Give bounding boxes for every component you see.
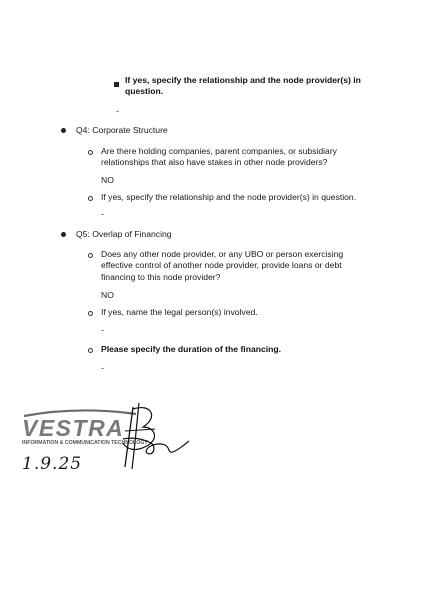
- handwritten-signature: [95, 395, 190, 475]
- q5-bullet-icon: [61, 232, 66, 237]
- handwritten-date: 1.9.25: [22, 454, 83, 474]
- q4-followup-bullet-icon: [88, 196, 93, 201]
- q4-followup: If yes, specify the relationship and the node provider(s) in question.: [101, 192, 357, 202]
- q4-title: Q4: Corporate Structure: [76, 125, 168, 135]
- q5-question-bullet-icon: [88, 253, 93, 258]
- q5-followup2-dash: -: [101, 363, 104, 373]
- q4-bullet-icon: [61, 128, 66, 133]
- square-bullet-icon: [114, 82, 119, 87]
- q5-followup2: Please specify the duration of the financing.: [101, 344, 282, 354]
- answer-dash: -: [116, 106, 119, 116]
- q5-followup1-bullet-icon: [88, 311, 93, 316]
- q4-question: Are there holding companies, parent companies, or subsidiary relationships that also have stakes in other node providers?: [101, 146, 337, 168]
- q5-answer: NO: [101, 290, 114, 300]
- q5-followup1-dash: -: [101, 325, 104, 335]
- logo-tagline: INFORMATION & COMMUNICATION TECHNOLOGY: [22, 440, 148, 446]
- q5-question: Does any other node provider, or any UBO or person exercising effective control of another node provider, provide loans or debt financing to this node provider?: [101, 249, 344, 282]
- q4-followup-dash: -: [101, 209, 104, 219]
- top-followup-text: If yes, specify the relationship and the node provider(s) in question.: [125, 75, 361, 97]
- q5-title: Q5: Overlap of Financing: [76, 229, 172, 239]
- q5-followup1: If yes, name the legal person(s) involved.: [101, 307, 258, 317]
- logo-text: VESTRA: [22, 415, 125, 441]
- q5-followup2-bullet-icon: [88, 348, 93, 353]
- q4-answer: NO: [101, 175, 114, 185]
- q4-question-bullet-icon: [88, 150, 93, 155]
